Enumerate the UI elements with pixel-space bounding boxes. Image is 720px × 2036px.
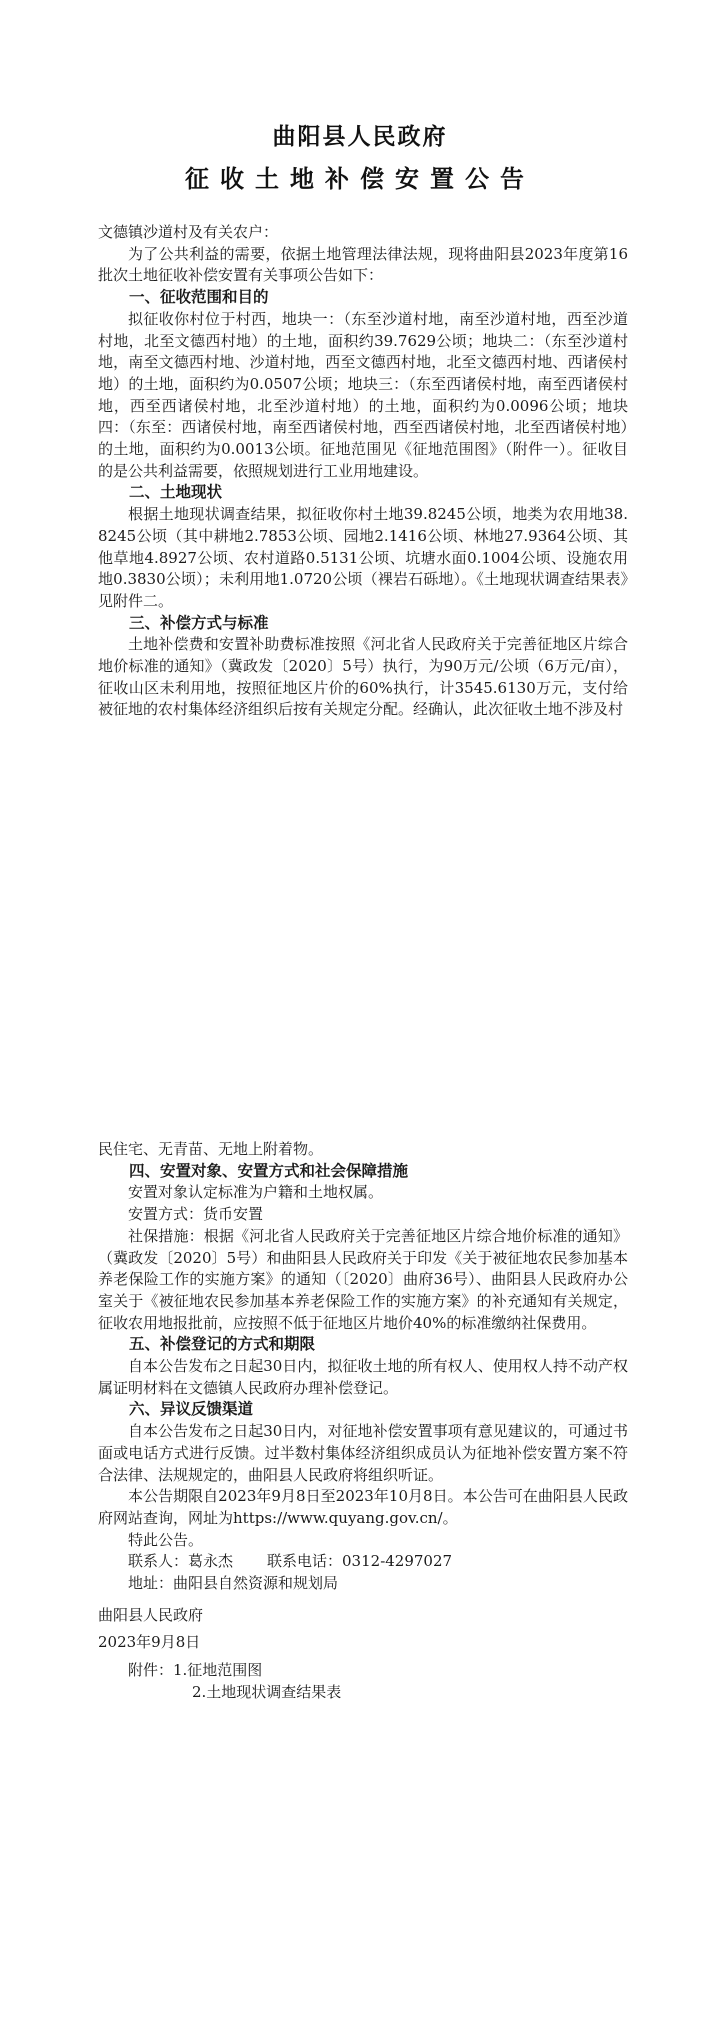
- notice-body-part1: [98, 222, 628, 721]
- section-6-paragraph: 自本公告发布之日起30日内，对征地补偿安置事项有意见建议的，可通过书面或电话方式进行反馈。过半数村集体经济组织成员认为征地补偿安置方案不符合法律、法规规定的，曲阳县人民政府将组织听证。: [98, 1422, 628, 1484]
- contact-address: 地址：曲阳县自然资源和规划局: [128, 1574, 339, 1593]
- title-block: [0, 122, 720, 194]
- contact-line: [98, 1551, 628, 1573]
- notice-title: 征收土地补偿安置公告: [185, 165, 535, 193]
- notice-period-paragraph: 本公告期限自2023年9月8日至2023年10月8日。本公告可在曲阳县人民政府网站查询，网址为https://www.quyang.gov.cn/。: [98, 1487, 628, 1527]
- intro-paragraph: 为了公共利益的需要，依据土地管理法律法规，现将曲阳县2023年度第16批次土地征收补偿安置有关事项公告如下：: [98, 244, 628, 285]
- salutation: 文德镇沙道村及有关农户：: [98, 223, 279, 241]
- section-4-paragraph-2: 安置方式：货币安置: [128, 1205, 264, 1224]
- issuer-title: 曲阳县人民政府: [272, 124, 448, 150]
- closing-remark: 特此公告。: [128, 1530, 204, 1549]
- section-2-paragraph: 根据土地现状调查结果，拟征收你村土地39.8245公顷，地类为农用地38.8245公顷（其中耕地2.7853公顷、园地2.1416公顷、林地27.9364公顷、其他草地4.8927公顷、农村道路0.5131公顷、坑塘水面0.1004公顷、设施农用地0.3830公顷）；未利用地1.0720公顷（裸岩石砾地）。《土地现状调查结果表》见附件二。: [98, 505, 628, 610]
- section-heading-3: 三、补偿方式与标准: [129, 613, 269, 632]
- contact-phone: 联系电话：0312-4297027: [267, 1552, 453, 1571]
- notice-body-part2: [98, 1139, 628, 1704]
- section-heading-6: 六、异议反馈渠道: [129, 1400, 254, 1419]
- section-4-paragraph-3: 社保措施：根据《河北省人民政府关于完善征地区片综合地价标准的通知》（冀政发〔2020〕5号）和曲阳县人民政府关于印发《关于被征地农民参加基本养老保险工作的实施方案》的通知（〔2020〕曲府36号）、曲阳县人民政府办公室关于《被征地农民参加基本养老保险工作的实施方案》的补充通知有关规定，征收农用地报批前，应按照不低于征地区片地价40%的标准缴纳社保费用。: [98, 1226, 628, 1332]
- section-3-paragraph-continued: 民住宅、无青苗、无地上附着物。: [98, 1140, 324, 1158]
- attachment-item-2: 2.土地现状调查结果表: [192, 1682, 342, 1701]
- section-heading-1: 一、征收范围和目的: [129, 288, 269, 307]
- contact-person: 联系人：葛永杰: [128, 1552, 234, 1571]
- section-4-paragraph-1: 安置对象认定标准为户籍和土地权属。: [128, 1183, 384, 1202]
- section-3-paragraph: 土地补偿费和安置补助费标准按照《河北省人民政府关于完善征地区片综合地价标准的通知》（冀政发〔2020〕5号）执行，为90万元/公顷（6万元/亩），征收山区未利用地，按照征地区片价的60%执行，计3545.6130万元，支付给被征地的农村集体经济组织后按有关规定分配。经确认，此次征收土地不涉及村: [98, 635, 628, 719]
- section-5-paragraph: 自本公告发布之日起30日内，拟征收土地的所有权人、使用权人持不动产权属证明材料在文德镇人民政府办理补偿登记。: [98, 1357, 628, 1397]
- signature-date: 2023年9月8日: [98, 1633, 201, 1652]
- section-1-paragraph: 拟征收你村位于村西，地块一：（东至沙道村地，南至沙道村地，西至沙道村地，北至文德西村地）的土地，面积约39.7629公顷；地块二：（东至沙道村地，南至文德西村地、沙道村地，西至文德西村地，北至文德西村地、西诸侯村地）的土地，面积约为0.0507公顷；地块三：（东至西诸侯村地，南至西诸侯村地，西至西诸侯村地，北至沙道村地）的土地，面积约为0.0096公顷；地块四：（东至：西诸侯村地，南至西诸侯村地，西至西诸侯村地，北至西诸侯村地）的土地，面积约为0.0013公顷。征地范围见《征地范围图》（附件一）。征收目的是公共利益需要，依照规划进行工业用地建设。: [98, 309, 628, 480]
- section-heading-2: 二、土地现状: [129, 483, 223, 502]
- signature-org: 曲阳县人民政府: [98, 1605, 204, 1624]
- attachment-item-1: 附件：1.征地范围图: [128, 1661, 263, 1680]
- section-heading-4: 四、安置对象、安置方式和社会保障措施: [129, 1161, 409, 1180]
- section-heading-5: 五、补偿登记的方式和期限: [129, 1335, 316, 1354]
